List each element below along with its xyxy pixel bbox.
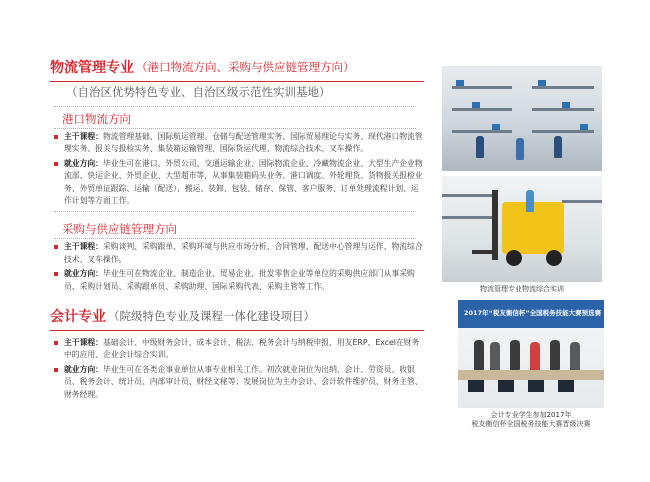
procurement-courses: 采购谈判、采购跟单、采购环境与供应市场分析、合同管理、配送中心管理与运作、物流综合技术、叉车操作。 (64, 242, 423, 264)
port-courses: 物流管理基础、国际航运管理、仓储与配送管理实务、国际贸易理论与实务、现代港口物流管理实务、报关与报检实务、集装箱运输管理、国际货运代理、物流综合技术、叉车操作。 (64, 132, 423, 154)
divider (54, 106, 416, 107)
courses-label: 主干课程： (64, 338, 103, 348)
jobs-label: 就业方向： (64, 269, 103, 279)
bullet-icon (54, 162, 58, 166)
caption-line-2: 税友衡信杯全国税务技能大赛晋级决赛 (471, 420, 591, 428)
competition-photo (458, 300, 604, 408)
bullet-icon (54, 341, 58, 345)
photo-caption-logistics: 物流管理专业物流综合实训 (480, 285, 564, 293)
logistics-title-rule (50, 81, 424, 82)
port-jobs: 毕业生可在港口、外贸公司、交通运输企业、国际物流企业、冷藏物流企业、大型生产企业物流部、快运企业、外贸企业、大型超市等，从事集装箱码头业务、港口调度、外轮理货、货物报关报检业务、外贸单证跟踪、运输（配送）、搬运、装卸、包装、储存、保管、客户服务、订单处理流程计划、运作计划等方面工作。 (64, 158, 423, 206)
accounting-title-rule (50, 330, 424, 331)
photo-caption-accounting (458, 411, 604, 429)
jobs-label: 就业方向： (64, 364, 103, 374)
courses-label: 主干课程： (64, 242, 103, 252)
accounting-title-row (50, 305, 424, 327)
list-item (54, 131, 424, 156)
port-section-title: 港口物流方向 (62, 112, 131, 126)
accounting-title: 会计专业 (50, 309, 106, 326)
divider (54, 211, 416, 212)
jobs-label: 就业方向： (64, 158, 103, 168)
list-item (54, 337, 424, 362)
bullet-icon (54, 135, 58, 139)
forklift-photo (442, 176, 602, 282)
warehouse-photo (442, 66, 602, 171)
accounting-courses: 基础会计、中级财务会计、成本会计、税法、税务会计与纳税申报、用友ERP、Excel在财务中的应用、企业会计综合实训。 (64, 338, 420, 360)
procurement-section-title: 采购与供应链管理方向 (62, 222, 177, 237)
logistics-subtitle: （港口物流方向、采购与供应链管理方向） (136, 60, 355, 74)
bullet-icon (54, 272, 58, 276)
list-item (54, 158, 424, 208)
list-item (54, 241, 424, 266)
left-column (40, 56, 424, 403)
accounting-subtitle: （院级特色专业及课程一体化建设项目） (108, 309, 315, 324)
list-item (54, 268, 424, 293)
caption-line-1: 会计专业学生参加2017年 (490, 411, 572, 419)
logistics-title: 物流管理专业 (50, 60, 134, 76)
banner-text: 2017年“税友衡信杯”全国税务技能大赛预选赛 (464, 309, 602, 317)
accounting-items (54, 337, 424, 401)
accounting-jobs: 毕业生可在各类企事业单位从事专业相关工作。初次就业岗位为出纳、会计、劳资员、收银员、税务会计、统计员、内部审计员、财经文秘等；发展岗位为主办会计、会计软件维护员、财务主管、财务经理。 (64, 364, 423, 399)
divider (54, 128, 416, 129)
bullet-icon (54, 368, 58, 372)
divider (54, 238, 416, 239)
bullet-icon (54, 245, 58, 249)
list-item (54, 364, 424, 401)
courses-label: 主干课程： (64, 132, 103, 141)
procurement-jobs: 毕业生可在物流企业、制造企业、贸易企业、批发零售企业等单位的采购供应部门从事采购员、采购计划员、采购跟单员、采购助理、国际采购代表、采购主管等工作。 (64, 269, 415, 291)
procurement-items (54, 241, 424, 293)
port-items (54, 131, 424, 207)
logistics-subtitle2: （自治区优势特色专业、自治区级示范性实训基地） (66, 85, 331, 99)
logistics-title-row (50, 56, 424, 78)
